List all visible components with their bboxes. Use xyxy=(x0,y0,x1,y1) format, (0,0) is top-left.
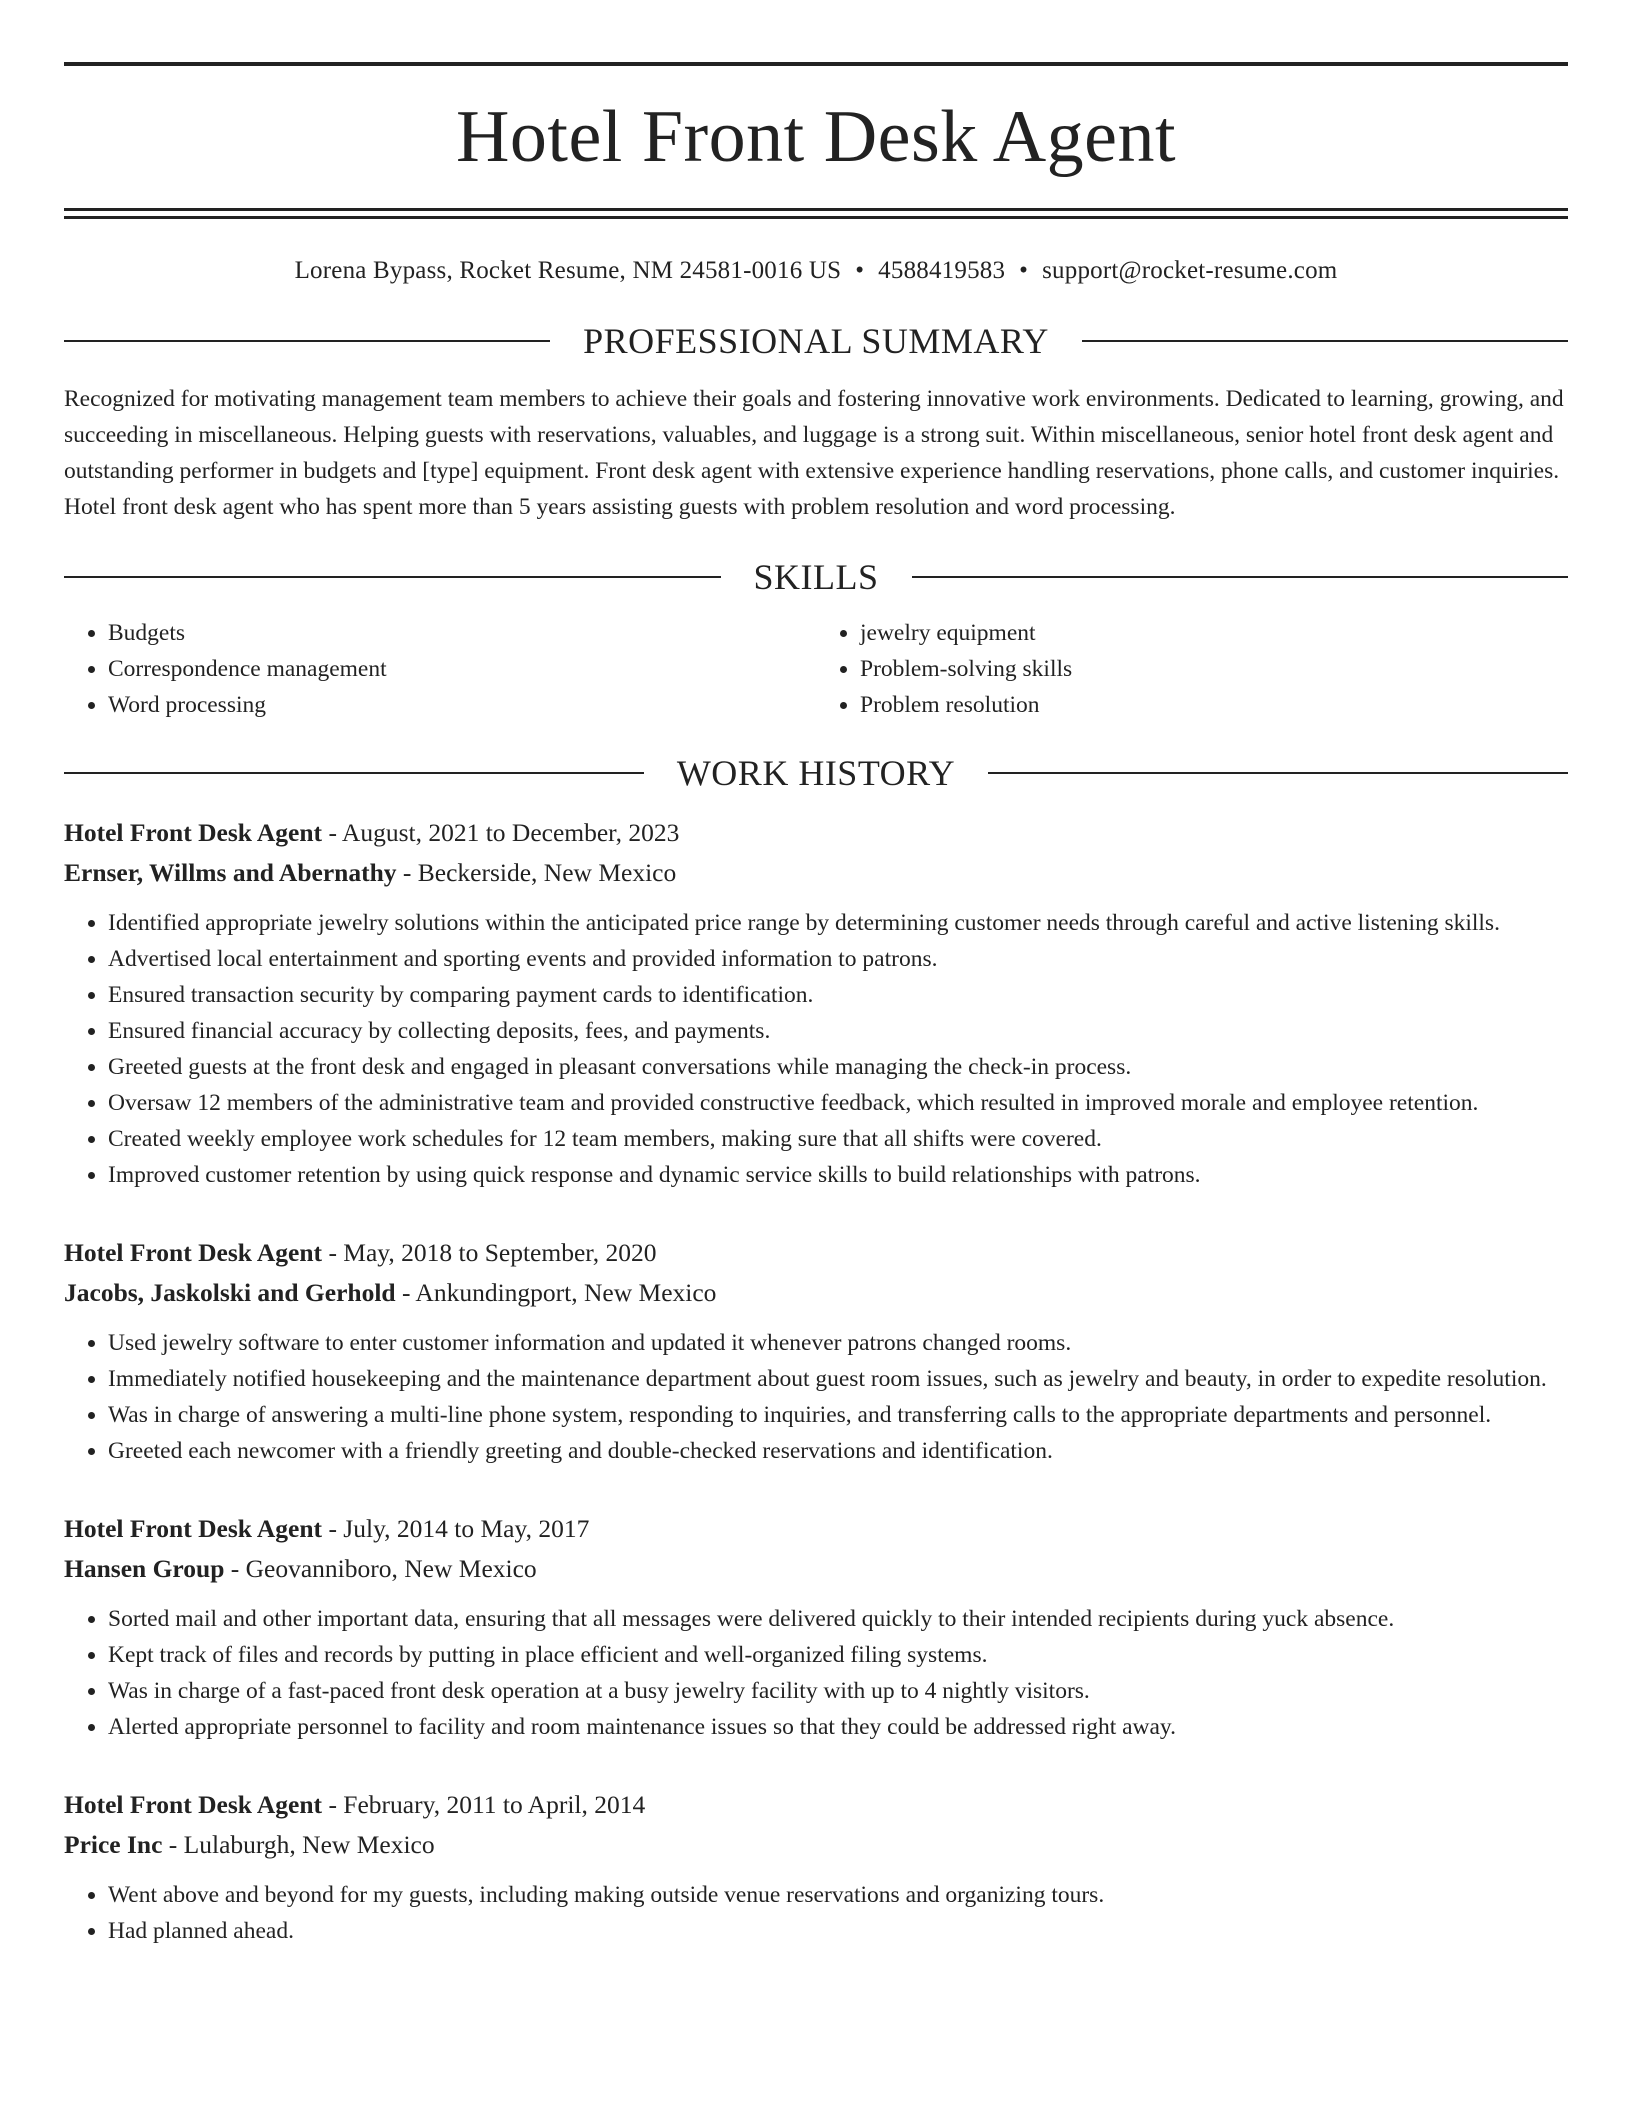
skill-item: • Word processing xyxy=(108,687,816,723)
skill-item: • Problem-solving skills xyxy=(860,651,1568,687)
summary-text: Recognized for motivating management team members to achieve their goals and fostering innovative work environments. Dedicated to learning, growing, and succeeding in miscellaneous. Helping guests with reservations, valuables, and luggage is a strong suit. Within miscellaneous, senior hotel front desk agent and outstanding performer in budgets and [type] equipment. Front desk agent with extensive experience handling reservations, phone calls, and customer inquiries. Hotel front desk agent who has spent more than 5 years assisting guests with problem resolution and word processing. xyxy=(64,386,1564,520)
job-bullet: • Was in charge of answering a multi-line phone system, responding to inquiries, and transferring calls to the appropriate departments and personnel. xyxy=(108,1397,1568,1433)
job-title: Hotel Front Desk Agent xyxy=(64,1790,323,1819)
contact-separator: • xyxy=(1019,257,1029,284)
job-bullet: • Identified appropriate jewelry solutions within the anticipated price range by determining customer needs through careful and active listening skills. xyxy=(108,905,1568,941)
skill-item: • Budgets xyxy=(108,615,816,651)
job-company-line xyxy=(64,853,1568,893)
job-title: Hotel Front Desk Agent xyxy=(64,1238,323,1267)
job-title-line xyxy=(64,1785,1568,1825)
job-dates: - July, 2014 to May, 2017 xyxy=(322,1514,590,1543)
job-bullet: • Was in charge of a fast-paced front desk operation at a busy jewelry facility with up to 4 nightly visitors. xyxy=(108,1673,1568,1709)
heading-rule-left xyxy=(64,340,550,342)
job-bullet: • Kept track of files and records by putting in place efficient and well-organized filing systems. xyxy=(108,1637,1568,1673)
job-company: Price Inc xyxy=(64,1830,163,1859)
job-bullet: • Used jewelry software to enter customer information and updated it whenever patrons changed rooms. xyxy=(108,1325,1568,1361)
skill-item: • jewelry equipment xyxy=(860,615,1568,651)
heading-rule-right xyxy=(912,576,1569,578)
job-bullets xyxy=(64,1325,1568,1469)
job-bullet: • Greeted each newcomer with a friendly greeting and double-checked reservations and identification. xyxy=(108,1433,1568,1469)
job-bullet: • Alerted appropriate personnel to facility and room maintenance issues so that they could be addressed right away. xyxy=(108,1709,1568,1745)
job-entry xyxy=(64,1785,1568,1949)
job-dates: - May, 2018 to September, 2020 xyxy=(322,1238,657,1267)
job-location: - Lulaburgh, New Mexico xyxy=(162,1830,435,1859)
summary-heading: PROFESSIONAL SUMMARY xyxy=(583,321,1049,361)
job-company-line xyxy=(64,1273,1568,1313)
job-bullet: • Oversaw 12 members of the administrative team and provided constructive feedback, which resulted in improved morale and employee retention. xyxy=(108,1085,1568,1121)
job-company-line xyxy=(64,1549,1568,1589)
job-entry xyxy=(64,1509,1568,1745)
job-entry xyxy=(64,1233,1568,1469)
skills-section-heading xyxy=(64,559,1568,595)
heading-rule-right xyxy=(1082,340,1568,342)
skill-item: • Problem resolution xyxy=(860,687,1568,723)
work-section-heading xyxy=(64,755,1568,791)
contact-phone: 4588419583 xyxy=(878,257,1006,284)
job-bullet: • Greeted guests at the front desk and engaged in pleasant conversations while managing the check-in process. xyxy=(108,1049,1568,1085)
skills-list-right xyxy=(816,615,1568,723)
summary-section-heading xyxy=(64,323,1568,359)
contact-line xyxy=(64,257,1568,285)
job-bullet: • Advertised local entertainment and sporting events and provided information to patrons. xyxy=(108,941,1568,977)
resume-title: Hotel Front Desk Agent xyxy=(455,96,1177,178)
skills-columns xyxy=(64,615,1568,723)
job-bullets xyxy=(64,1601,1568,1745)
job-bullet: • Had planned ahead. xyxy=(108,1913,1568,1949)
job-company: Jacobs, Jaskolski and Gerhold xyxy=(64,1278,396,1307)
title-double-rule xyxy=(64,208,1568,219)
skills-list-left xyxy=(64,615,816,723)
work-heading: WORK HISTORY xyxy=(676,753,956,793)
job-bullet: • Sorted mail and other important data, ensuring that all messages were delivered quickly to their intended recipients during yuck absence. xyxy=(108,1601,1568,1637)
job-company: Hansen Group xyxy=(64,1554,225,1583)
contact-email: support@rocket-resume.com xyxy=(1042,257,1338,284)
skill-item: • Correspondence management xyxy=(108,651,816,687)
heading-rule-right xyxy=(988,772,1568,774)
job-location: - Ankundingport, New Mexico xyxy=(395,1278,717,1307)
job-bullet: • Immediately notified housekeeping and the maintenance department about guest room issues, such as jewelry and beauty, in order to expedite resolution. xyxy=(108,1361,1568,1397)
job-bullet: • Ensured financial accuracy by collecting deposits, fees, and payments. xyxy=(108,1013,1568,1049)
job-location: - Geovanniboro, New Mexico xyxy=(224,1554,537,1583)
top-rule xyxy=(64,62,1568,66)
skills-heading: SKILLS xyxy=(753,557,879,597)
heading-rule-left xyxy=(64,772,644,774)
job-company: Ernser, Willms and Abernathy xyxy=(64,858,397,887)
job-bullets xyxy=(64,905,1568,1193)
job-location: - Beckerside, New Mexico xyxy=(396,858,677,887)
job-dates: - February, 2011 to April, 2014 xyxy=(322,1790,646,1819)
contact-address: Lorena Bypass, Rocket Resume, NM 24581-0016 US xyxy=(294,257,842,284)
contact-separator: • xyxy=(855,257,865,284)
heading-rule-left xyxy=(64,576,721,578)
job-title-line xyxy=(64,1233,1568,1273)
job-bullet: • Improved customer retention by using quick response and dynamic service skills to build relationships with patrons. xyxy=(108,1157,1568,1193)
job-bullet: • Went above and beyond for my guests, including making outside venue reservations and organizing tours. xyxy=(108,1877,1568,1913)
job-title-line xyxy=(64,813,1568,853)
job-title: Hotel Front Desk Agent xyxy=(64,1514,323,1543)
job-bullets xyxy=(64,1877,1568,1949)
job-company-line xyxy=(64,1825,1568,1865)
job-entry xyxy=(64,813,1568,1193)
job-bullet: • Created weekly employee work schedules for 12 team members, making sure that all shifts were covered. xyxy=(108,1121,1568,1157)
job-title: Hotel Front Desk Agent xyxy=(64,818,323,847)
job-bullet: • Ensured transaction security by comparing payment cards to identification. xyxy=(108,977,1568,1013)
job-title-line xyxy=(64,1509,1568,1549)
job-dates: - August, 2021 to December, 2023 xyxy=(322,818,680,847)
